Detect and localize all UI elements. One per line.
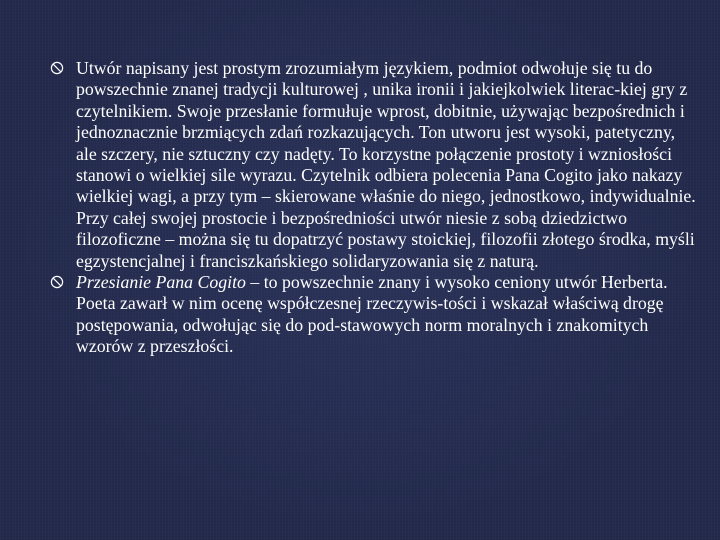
bullet-item-2 <box>50 272 700 358</box>
bullet-list <box>50 58 700 358</box>
bullet-text-2: – to powszechnie znany i wysoko ceniony utwór Herberta. Poeta zawarł w nim ocenę współczesnej rzeczywis-tości i wskazał właściwą drogę postępowania, odwołując się do pod-stawowych norm moralnych i znakomitych wzorów z przeszłości. <box>76 272 668 357</box>
no-entry-icon <box>50 275 64 289</box>
bullet-text-1: Utwór napisany jest prostym zrozumiałym językiem, podmiot odwołuje się tu do powszechnie znanej tradycji kulturowej , unika ironii i jakiejkolwiek literac-kiej gry z czytelnikiem. Swoje przesłanie formułuje wprost, dobitnie, używając bezpośrednich i jednoznacznie brzmiących zdań rozkazujących. Ton utworu jest wysoki, patetyczny, ale szczery, nie sztuczny czy nadęty. To korzystne połączenie prostoty i wzniosłości stanowi o wielkiej sile wyrazu. Czytelnik odbiera polecenia Pana Cogito jako nakazy wielkiej wagi, a przy tym – skierowane właśnie do niego, jednostkowo, indywidualnie. Przy całej swojej prostocie i bezpośredniości utwór niesie z sobą dziedzictwo filozoficzne – można się tu dopatrzyć postawy stoickiej, filozofii złotego środka, myśli egzystencjalnej i franciszkańskiego solidaryzowania się z naturą. <box>76 58 696 271</box>
bullet-item-1 <box>50 58 700 272</box>
no-entry-icon <box>50 61 64 75</box>
bullet-title-italic: Przesianie Pana Cogito <box>76 272 246 293</box>
